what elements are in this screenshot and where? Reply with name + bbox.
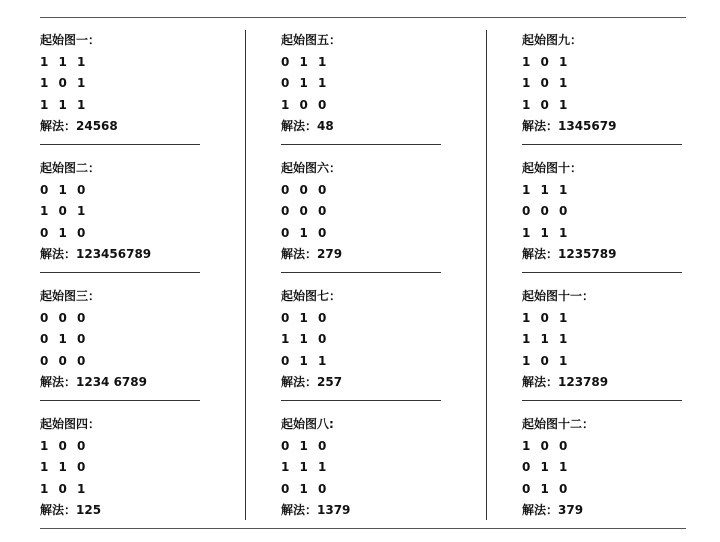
puzzle-block: [522, 286, 692, 414]
grid-row: 0 1 1: [281, 54, 330, 69]
solution-text: 解法：48: [281, 119, 334, 133]
puzzle-title: 起始图十二：: [522, 417, 595, 431]
solution-text: 解法：1235789: [522, 247, 617, 261]
puzzle-block: [40, 286, 210, 414]
puzzle-block: [281, 286, 451, 414]
grid-row: 1 1 1: [281, 460, 330, 474]
grid-row: 1 1 1: [522, 225, 571, 240]
puzzle-title: 起始图十：: [522, 161, 583, 175]
block-separator: [522, 144, 682, 145]
puzzle-block: [40, 158, 210, 286]
grid-row: 0 1 1: [281, 353, 330, 368]
puzzle-title: 起始图十一：: [522, 289, 595, 303]
grid-row: 0 0 0: [40, 310, 89, 325]
solution-text: 解法：257: [281, 375, 343, 389]
solution-text: 解法：1234 6789: [40, 375, 147, 389]
block-separator: [281, 272, 441, 273]
top-rule: [40, 17, 686, 18]
grid-row: 0 0 0: [281, 182, 330, 197]
puzzle-title: 起始图四：: [40, 417, 101, 431]
block-separator: [40, 144, 200, 145]
grid-row: 0 0 0: [40, 353, 89, 368]
grid-row: 0 1 0: [40, 182, 89, 197]
grid-row: 1 1 1: [40, 54, 89, 69]
solution-text: 解法：125: [40, 503, 102, 517]
grid-row: 1 1 1: [40, 97, 89, 112]
grid-row: 1 0 0: [522, 438, 571, 453]
grid-row: 0 0 0: [281, 204, 330, 218]
grid-row: 0 1 0: [40, 332, 89, 346]
block-separator: [40, 272, 200, 273]
block-separator: [522, 400, 682, 401]
puzzle-block: [281, 30, 451, 158]
grid-row: 1 0 1: [522, 76, 571, 90]
puzzle-block: [522, 414, 692, 542]
grid-row: 1 1 0: [40, 460, 89, 474]
block-separator: [281, 400, 441, 401]
grid-row: 1 0 0: [40, 438, 89, 453]
column-3: [522, 30, 692, 542]
puzzle-title: 起始图七：: [281, 289, 342, 303]
puzzle-block: [281, 158, 451, 286]
puzzle-block: [40, 30, 210, 158]
puzzle-block: [40, 414, 210, 542]
grid-row: 1 1 1: [522, 182, 571, 197]
grid-row: 0 1 0: [281, 310, 330, 325]
puzzle-title: 起始图九：: [522, 33, 583, 47]
grid-row: 0 1 0: [281, 481, 330, 496]
column-divider-1: [245, 30, 246, 520]
puzzle-title: 起始图六：: [281, 161, 342, 175]
puzzle-title: 起始图三：: [40, 289, 101, 303]
block-separator: [281, 144, 441, 145]
grid-row: 1 1 1: [522, 332, 571, 346]
column-2: [281, 30, 451, 542]
grid-row: 1 0 1: [40, 481, 89, 496]
grid-row: 1 0 1: [522, 353, 571, 368]
solution-text: 解法：379: [522, 503, 584, 517]
column-divider-2: [486, 30, 487, 520]
grid-row: 0 0 0: [522, 204, 571, 218]
column-1: [40, 30, 210, 542]
solution-text: 解法：24568: [40, 119, 118, 133]
grid-row: 0 1 0: [281, 225, 330, 240]
grid-row: 1 0 1: [40, 204, 89, 218]
grid-row: 0 1 0: [281, 438, 330, 453]
grid-row: 0 1 0: [522, 481, 571, 496]
puzzle-title: 起始图八:: [281, 417, 334, 431]
block-separator: [40, 400, 200, 401]
puzzle-block: [281, 414, 451, 542]
bottom-rule: [40, 528, 686, 529]
puzzle-block: [522, 158, 692, 286]
grid-row: 0 1 1: [522, 460, 571, 474]
puzzle-title: 起始图二：: [40, 161, 101, 175]
solution-text: 解法：279: [281, 247, 343, 261]
solution-text: 解法：1379: [281, 503, 351, 517]
solution-text: 解法：123789: [522, 375, 609, 389]
grid-row: 1 1 0: [281, 332, 330, 346]
puzzle-title: 起始图一：: [40, 33, 101, 47]
solution-text: 解法：1345679: [522, 119, 617, 133]
grid-row: 1 0 1: [522, 97, 571, 112]
grid-row: 1 0 1: [40, 76, 89, 90]
grid-row: 0 1 0: [40, 225, 89, 240]
grid-row: 0 1 1: [281, 76, 330, 90]
grid-row: 1 0 1: [522, 54, 571, 69]
solution-text: 解法：123456789: [40, 247, 152, 261]
puzzle-title: 起始图五：: [281, 33, 342, 47]
grid-row: 1 0 1: [522, 310, 571, 325]
grid-row: 1 0 0: [281, 97, 330, 112]
block-separator: [522, 272, 682, 273]
puzzle-block: [522, 30, 692, 158]
